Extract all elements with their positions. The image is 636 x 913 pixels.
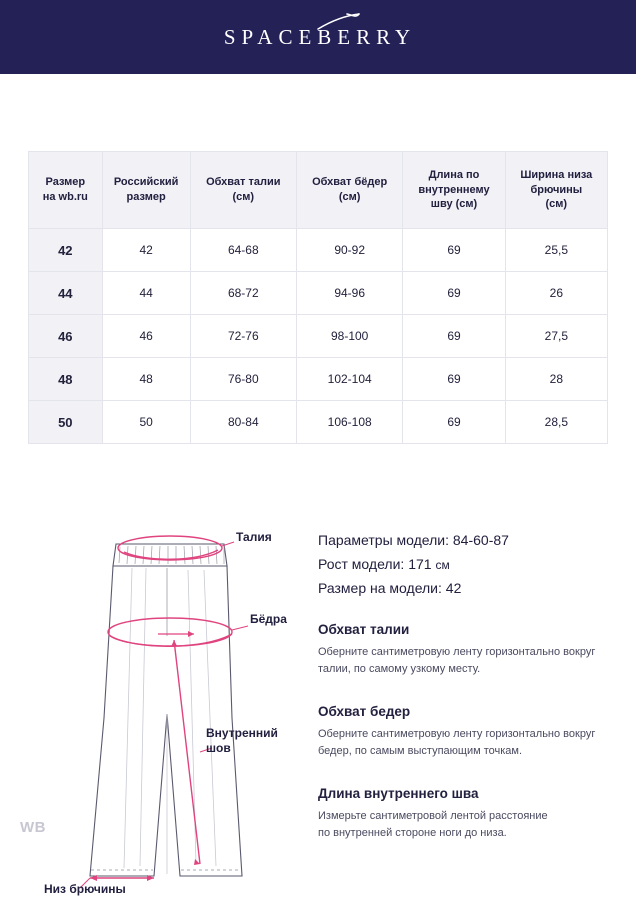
column-header-ru-size: Российский размер [102, 152, 190, 229]
model-height-label: Рост модели: [318, 556, 405, 572]
column-header-inseam: Длина по внутреннему шву (см) [403, 152, 505, 229]
trousers-diagram [28, 508, 306, 908]
model-height-unit: см [435, 558, 450, 572]
section-waist-title: Обхват талии [318, 622, 410, 637]
cell-ru-size: 44 [102, 272, 190, 315]
guide-text-column [306, 508, 608, 908]
size-table-container [28, 151, 608, 444]
cell-inseam: 69 [403, 401, 505, 444]
cell-wb-size: 44 [29, 272, 103, 315]
model-params-value: 84-60-87 [452, 532, 509, 548]
cell-hem-width: 28,5 [505, 401, 607, 444]
cell-ru-size: 46 [102, 315, 190, 358]
model-size-value: 42 [445, 580, 462, 596]
section-hips [318, 704, 608, 760]
label-hips: Бёдра [250, 612, 287, 626]
model-size-line [318, 580, 608, 596]
section-hips-body: Оберните сантиметровую ленту горизонтально вокруг бедер, по самым выступающим точкам. [318, 728, 596, 758]
size-table [28, 151, 608, 444]
cell-hem-width: 28 [505, 358, 607, 401]
cell-hips: 98-100 [296, 315, 402, 358]
section-waist-body: Оберните сантиметровую ленту горизонтально вокруг талии, по самому узкому месту. [318, 646, 596, 676]
cell-inseam: 69 [403, 315, 505, 358]
cell-hem-width: 26 [505, 272, 607, 315]
column-header-hem-width: Ширина низа брючины (см) [505, 152, 607, 229]
label-hem: Низ брючины [44, 882, 126, 896]
cell-hips: 94-96 [296, 272, 402, 315]
cell-wb-size: 48 [29, 358, 103, 401]
section-inseam-body: Измерьте сантиметровой лентой расстояние по внутренней стороне ноги до низа. [318, 810, 548, 840]
model-params-line [318, 532, 608, 548]
table-row [29, 315, 608, 358]
brand-name: SPACEBERRY [223, 24, 417, 49]
model-params-label: Параметры модели: [318, 532, 449, 548]
model-height-line [318, 556, 608, 572]
trousers-illustration-icon [28, 508, 306, 908]
column-header-waist: Обхват талии (см) [190, 152, 296, 229]
label-inseam: Внутренний шов [206, 726, 278, 755]
cell-wb-size: 46 [29, 315, 103, 358]
cell-ru-size: 50 [102, 401, 190, 444]
cell-waist: 68-72 [190, 272, 296, 315]
label-waist: Талия [236, 530, 272, 544]
cell-ru-size: 42 [102, 229, 190, 272]
measurement-guide [0, 508, 636, 908]
cell-hem-width: 25,5 [505, 229, 607, 272]
cell-wb-size: 50 [29, 401, 103, 444]
cell-inseam: 69 [403, 229, 505, 272]
cell-waist: 72-76 [190, 315, 296, 358]
cell-hips: 90-92 [296, 229, 402, 272]
table-header-row [29, 152, 608, 229]
section-waist [318, 622, 608, 678]
cell-waist: 80-84 [190, 401, 296, 444]
column-header-wb-size: Размер на wb.ru [29, 152, 103, 229]
cell-wb-size: 42 [29, 229, 103, 272]
wb-watermark: WB [20, 818, 46, 836]
swoosh-icon [316, 12, 362, 37]
cell-inseam: 69 [403, 358, 505, 401]
model-size-label: Размер на модели: [318, 580, 442, 596]
model-height-value: 171 [408, 556, 432, 572]
page-header [0, 0, 636, 74]
cell-hips: 102-104 [296, 358, 402, 401]
cell-ru-size: 48 [102, 358, 190, 401]
table-row [29, 229, 608, 272]
table-row [29, 272, 608, 315]
cell-hem-width: 27,5 [505, 315, 607, 358]
column-header-hips: Обхват бёдер (см) [296, 152, 402, 229]
cell-waist: 64-68 [190, 229, 296, 272]
table-row [29, 358, 608, 401]
table-row [29, 401, 608, 444]
cell-hips: 106-108 [296, 401, 402, 444]
page-footer [0, 806, 636, 848]
cell-waist: 76-80 [190, 358, 296, 401]
cell-inseam: 69 [403, 272, 505, 315]
brand-logo [220, 25, 416, 50]
section-inseam-title: Длина внутреннего шва [318, 786, 479, 802]
section-hips-title: Обхват бедер [318, 704, 411, 720]
